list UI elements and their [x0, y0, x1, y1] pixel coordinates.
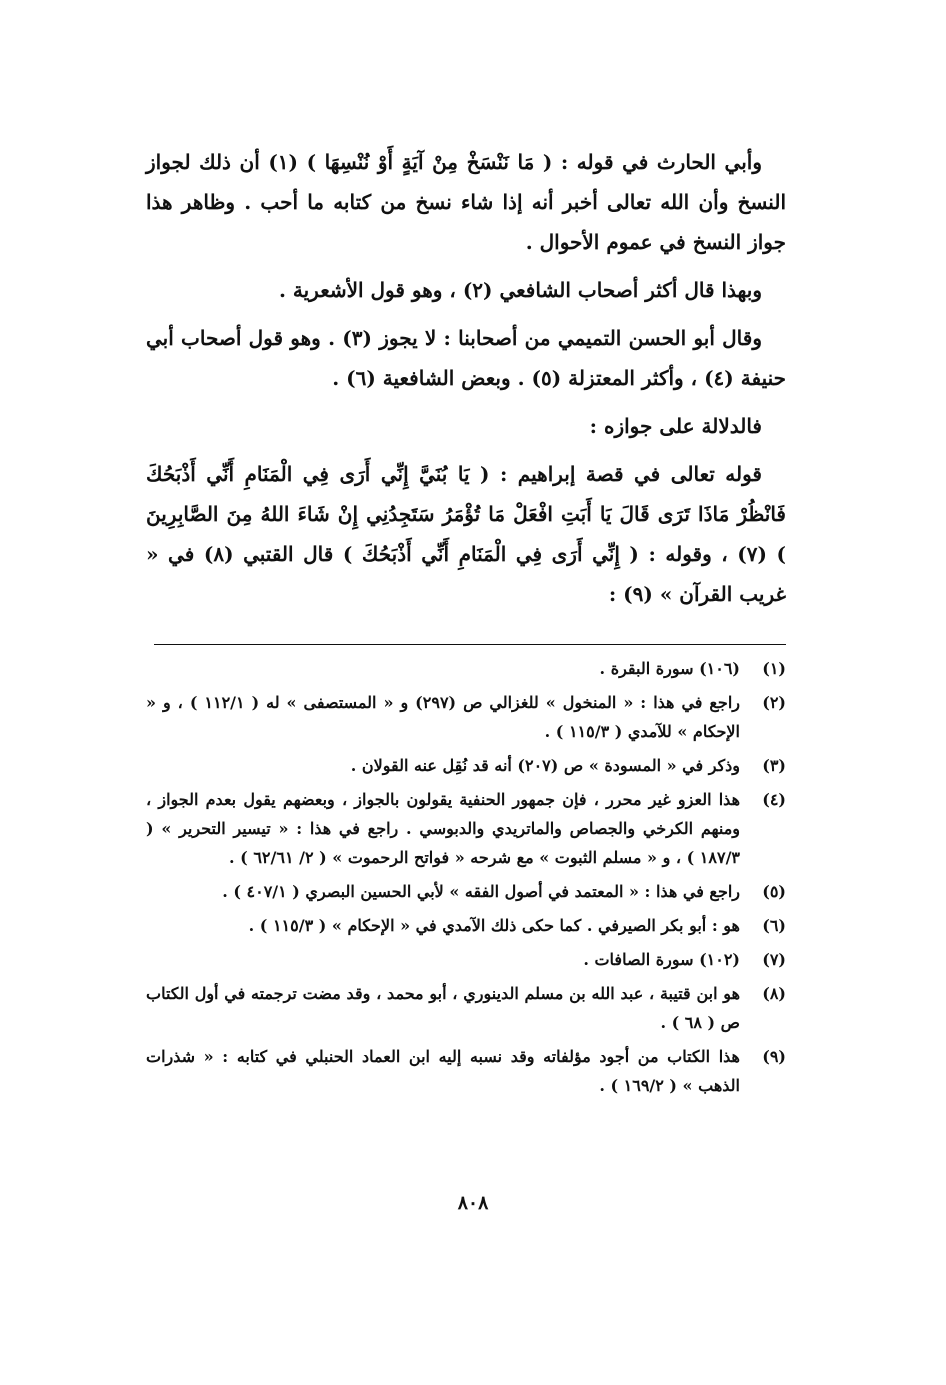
footnote-text: هو : أبو بكر الصيرفي . كما حكى ذلك الآمدي في « الإحكام » ( ١١٥/٣ ) . [248, 916, 740, 935]
footnote [146, 911, 786, 940]
footnote [146, 945, 786, 974]
footnote [146, 877, 786, 906]
footnote [146, 751, 786, 780]
footnote-text: هذا الكتاب من أجود مؤلفاته وقد نسبه إليه ابن العماد الحنبلي في كتابه : « شذرات الذهب » ( ١٦٩/٢ ) . [146, 1047, 740, 1095]
paragraph-4: فالدلالة على جوازه : [589, 414, 762, 438]
footnote-text: راجع في هذا : « المنخول » للغزالي ص (٢٩٧) و « المستصفى » له ( ١١٢/١ ) ، و « الإحكام » للآمدي ( ١١٥/٣ ) . [146, 693, 740, 741]
footnote-number: (٢) [762, 693, 786, 712]
footnote-number: (٦) [762, 916, 786, 935]
footnote-number: (٣) [762, 756, 786, 775]
footnote-number: (٩) [762, 1047, 786, 1066]
footnote-text: هو ابن قتيبة ، عبد الله بن مسلم الدينوري ، أبو محمد ، وقد مضت ترجمته في أول الكتاب ص ( ٦٨ ) . [146, 984, 740, 1032]
footnote-text: وذكر في « المسودة » ص (٢٠٧) أنه قد نُقِل عنه القولان . [350, 756, 740, 775]
footnote-number: (٨) [762, 984, 786, 1003]
footnote-number: (١) [762, 659, 786, 678]
footnote [146, 1042, 786, 1100]
paragraph-5: قوله تعالى في قصة إبراهيم : ( يَا بُنَيَّ إِنِّي أَرَى فِي الْمَنَامِ أَنِّي أَذْبَحُكَ فَانْظُرْ مَاذَا تَرَى قَالَ يَا أَبَتِ افْعَلْ مَا تُؤْمَرُ سَتَجِدُنِي إِنْ شَاءَ اللهُ مِنَ الصَّابِرِينَ ) (٧) ، وقوله : ( إِنِّي أَرَى فِي الْمَنَامِ أَنِّي أَذْبَحُكَ ) قال القتبي (٨) في « غريب القرآن » (٩) : [146, 462, 787, 606]
footnote-divider [154, 644, 786, 645]
footnote-text: (١٠٢) سورة الصافات . [583, 950, 740, 969]
footnote-number: (٤) [762, 790, 786, 809]
main-text [146, 142, 786, 614]
footnote [146, 979, 786, 1037]
footnote [146, 654, 786, 683]
page-number: ٨٠٨ [457, 1192, 489, 1214]
footnote-number: (٧) [762, 950, 786, 969]
paragraph-1: وأبي الحارث في قوله : ( مَا نَنْسَخْ مِنْ آيَةٍ أَوْ نُنْسِهَا ) (١) أن ذلك لجواز النسخ وأن الله تعالى أخبر أنه إذا شاء نسخ من كتابه ما أحب . وظاهر هذا جواز النسخ في عموم الأحوال . [146, 150, 786, 254]
footnote-text: راجع في هذا : « المعتمد في أصول الفقه » لأبي الحسين البصري ( ٤٠٧/١ ) . [222, 882, 740, 901]
footnotes [146, 654, 786, 1105]
paragraph-2: وبهذا قال أكثر أصحاب الشافعي (٢) ، وهو قول الأشعرية . [278, 278, 762, 302]
paragraph-3: وقال أبو الحسن التميمي من أصحابنا : لا يجوز (٣) . وهو قول أصحاب أبي حنيفة (٤) ، وأكثر المعتزلة (٥) . وبعض الشافعية (٦) . [146, 326, 786, 390]
footnote [146, 688, 786, 746]
footnote-number: (٥) [762, 882, 786, 901]
footnote-text: (١٠٦) سورة البقرة . [599, 659, 740, 678]
footnote [146, 785, 786, 872]
footnote-text: هذا العزو غير محرر ، فإن جمهور الحنفية يقولون بالجواز ، وبعضهم يقول بعدم الجواز ، ومنهم الكرخي والجصاص والماتريدي والدبوسي . راجع في هذا : « تيسير التحرير » ( ١٨٧/٣ ) ، و « مسلم الثبوت » مع شرحه « فواتح الرحموت » ( ٢/ ٦٢/٦١ ) . [146, 790, 740, 867]
